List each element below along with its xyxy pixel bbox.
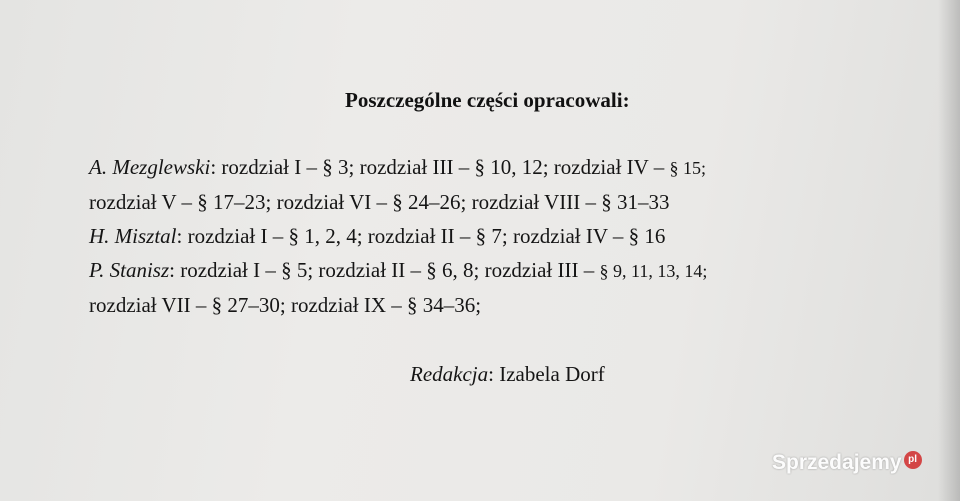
page-heading: Poszczególne części opracowali: (345, 88, 630, 112)
chapter-list-tail: § 9, 11, 13, 14; (599, 261, 708, 281)
chapter-list: : rozdział I – § 3; rozdział III – § 10, 12; rozdział IV – (210, 155, 670, 179)
contributor-line (89, 288, 939, 322)
chapter-list: : rozdział I – § 1, 2, 4; rozdział II – § 7; rozdział IV – § 16 (176, 224, 666, 248)
author-name: A. Mezglewski (89, 155, 211, 179)
contributor-line (89, 150, 939, 185)
author-name: P. Stanisz (89, 258, 170, 282)
watermark-badge: pl (904, 451, 922, 469)
page-edge-shadow (938, 0, 960, 501)
chapter-list: rozdział VII – § 27–30; rozdział IX – § 34–36; (89, 293, 482, 317)
contributor-line (89, 185, 939, 219)
chapter-list: rozdział V – § 17–23; rozdział VI – § 24–26; rozdział VIII – § 31–33 (89, 190, 670, 214)
author-name: H. Misztal (89, 224, 177, 248)
contributors-list (89, 150, 939, 322)
contributor-line (89, 253, 939, 288)
chapter-list-tail: § 15; (669, 158, 706, 178)
site-watermark (772, 451, 922, 475)
editor-label: Redakcja (410, 362, 489, 386)
editor-name: : Izabela Dorf (488, 362, 605, 386)
watermark-text: Sprzedajemy (772, 451, 902, 474)
chapter-list: : rozdział I – § 5; rozdział II – § 6, 8; rozdział III – (169, 258, 600, 282)
editor-credit (410, 362, 605, 387)
contributor-line (89, 219, 939, 253)
